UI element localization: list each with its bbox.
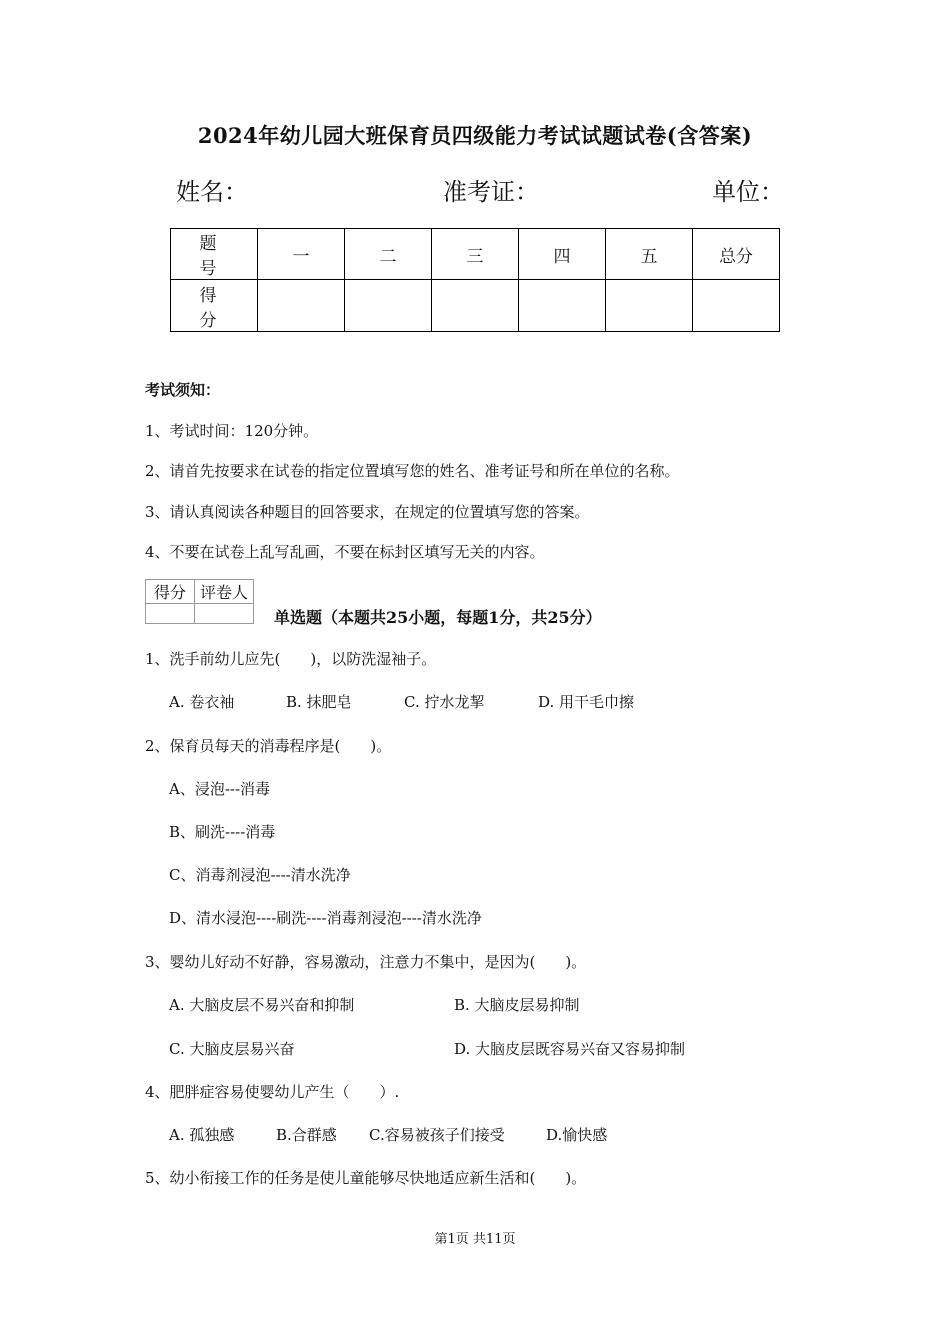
score-table — [170, 228, 780, 332]
answer-option[interactable]: D.愉快感 — [546, 1126, 608, 1144]
exam-id-field-label: 准考证： — [443, 178, 539, 206]
answer-option[interactable]: A. 卷衣袖 — [169, 693, 235, 711]
name-field-label: 姓名： — [176, 178, 248, 206]
answer-option[interactable]: B.合群感 — [276, 1126, 337, 1144]
answer-option[interactable]: A. 大脑皮层不易兴奋和抑制 — [169, 996, 355, 1014]
score-table-header-row — [171, 229, 780, 280]
notice-heading: 考试须知： — [145, 381, 221, 399]
answer-option[interactable]: D. 用干毛巾擦 — [538, 693, 635, 711]
question-stem: 3、婴幼儿好动不好静，容易激动，注意力不集中，是因为( )。 — [145, 953, 587, 971]
answer-option[interactable]: C. 拧水龙挈 — [404, 693, 485, 711]
score-table-cell: 一 — [258, 229, 345, 280]
answer-option[interactable]: B. 抹肥皂 — [286, 693, 352, 711]
answer-option[interactable]: B. 大脑皮层易抑制 — [454, 996, 580, 1014]
score-blank-cell[interactable] — [258, 280, 345, 332]
score-table-cell: 题 号 — [171, 229, 258, 280]
answer-option[interactable]: D. 大脑皮层既容易兴奋又容易抑制 — [454, 1040, 686, 1058]
answer-option[interactable]: A. 孤独感 — [169, 1126, 235, 1144]
score-table-score-row — [171, 280, 780, 332]
score-table-cell: 总分 — [693, 229, 780, 280]
score-table-cell: 三 — [432, 229, 519, 280]
page-footer: 第1页 共11页 — [434, 1232, 516, 1247]
answer-option[interactable]: D、清水浸泡----刷洗----消毒剂浸泡----清水洗净 — [169, 909, 482, 927]
page-title: 2024年幼儿园大班保育员四级能力考试试题试卷(含答案) — [197, 123, 753, 148]
grader-score-label: 得分 — [146, 580, 195, 604]
grader-name-blank[interactable] — [195, 604, 254, 624]
score-blank-cell[interactable] — [345, 280, 432, 332]
score-table-cell: 得 分 — [171, 280, 258, 332]
answer-option[interactable]: A、浸泡---消毒 — [169, 780, 271, 798]
score-table-cell: 五 — [606, 229, 693, 280]
grader-score-blank[interactable] — [146, 604, 195, 624]
score-table-cell: 四 — [519, 229, 606, 280]
score-blank-cell[interactable] — [432, 280, 519, 332]
grader-name-label: 评卷人 — [195, 580, 254, 604]
question-stem: 1、洗手前幼儿应先( )，以防洗湿袖子。 — [145, 650, 437, 668]
score-blank-cell[interactable] — [693, 280, 780, 332]
question-stem: 4、肥胖症容易使婴幼儿产生（ ）. — [145, 1083, 400, 1101]
answer-option[interactable]: C.容易被孩子们接受 — [369, 1126, 505, 1144]
notice-item: 1、考试时间：120分钟。 — [145, 422, 319, 440]
answer-option[interactable]: C、消毒剂浸泡----清水洗净 — [169, 866, 351, 884]
notice-item: 2、请首先按要求在试卷的指定位置填写您的姓名、准考证号和所在单位的名称。 — [145, 462, 680, 480]
question-stem: 2、保育员每天的消毒程序是( )。 — [145, 737, 392, 755]
score-blank-cell[interactable] — [606, 280, 693, 332]
answer-option[interactable]: C. 大脑皮层易兴奋 — [169, 1040, 295, 1058]
answer-option[interactable]: B、刷洗----消毒 — [169, 823, 276, 841]
unit-field-label: 单位： — [712, 178, 784, 206]
score-table-cell: 二 — [345, 229, 432, 280]
grader-box — [145, 579, 254, 624]
question-stem: 5、幼小衔接工作的任务是使儿童能够尽快地适应新生活和( )。 — [145, 1169, 587, 1187]
notice-item: 3、请认真阅读各种题目的回答要求，在规定的位置填写您的答案。 — [145, 503, 590, 521]
section-title: 单选题（本题共25小题，每题1分，共25分） — [274, 608, 602, 627]
score-blank-cell[interactable] — [519, 280, 606, 332]
notice-item: 4、不要在试卷上乱写乱画，不要在标封区填写无关的内容。 — [145, 543, 545, 561]
